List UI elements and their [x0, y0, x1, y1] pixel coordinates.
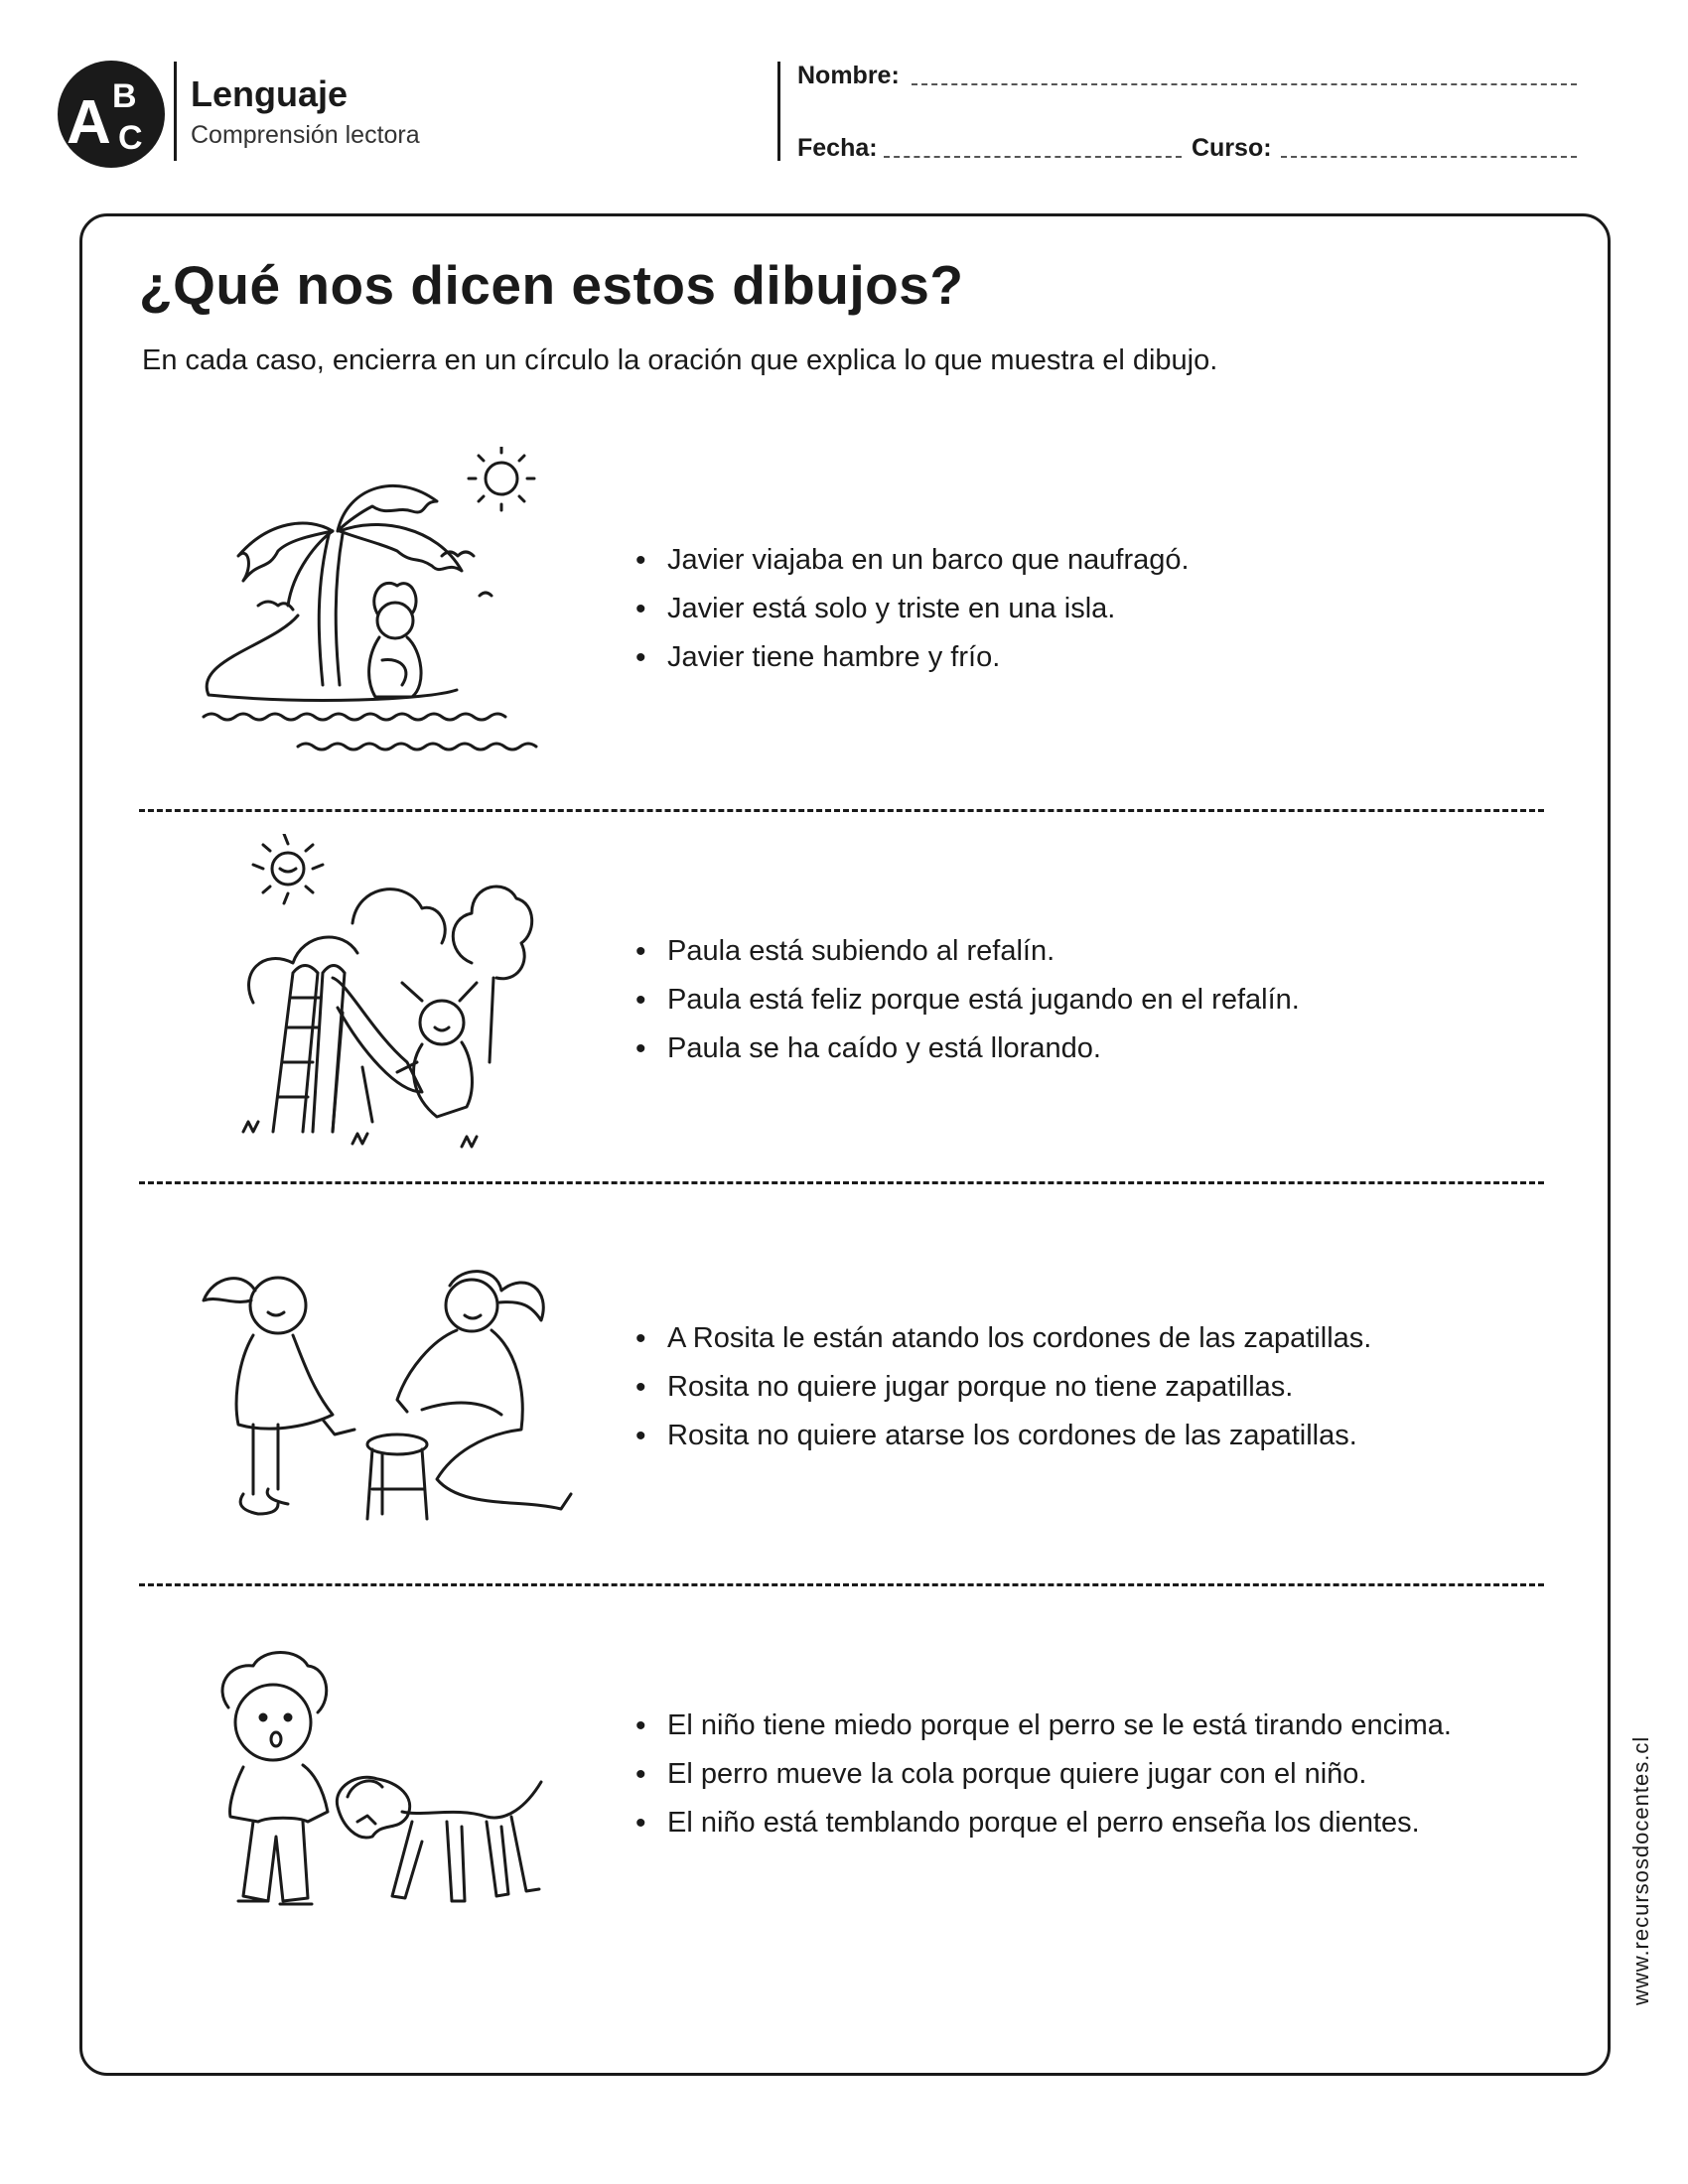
item-4-options	[635, 1702, 1452, 1847]
header-divider	[174, 62, 177, 161]
boy-and-dog-illustration	[209, 1648, 576, 1926]
option[interactable]: • El niño está temblando porque el perro enseña los dientes.	[635, 1799, 1452, 1847]
item-2-options	[635, 927, 1300, 1073]
instructions: En cada caso, encierra en un círculo la oración que explica lo que muestra el dibujo.	[142, 344, 1218, 376]
header-divider-fields	[777, 62, 780, 161]
option[interactable]: • Rosita no quiere atarse los cordones de las zapatillas.	[635, 1412, 1371, 1460]
option[interactable]: • A Rosita le están atando los cordones de las zapatillas.	[635, 1314, 1371, 1363]
logo-letter-b: B	[112, 77, 137, 115]
option[interactable]: • Paula se ha caído y está llorando.	[635, 1024, 1300, 1073]
item-1-options	[635, 536, 1190, 682]
worksheet-title: ¿Qué nos dicen estos dibujos?	[139, 254, 964, 316]
name-label: Nombre:	[797, 62, 900, 89]
option[interactable]: • El niño tiene miedo porque el perro se le está tirando encima.	[635, 1702, 1452, 1750]
website-credit: www.recursosdocentes.cl	[1628, 1735, 1653, 2005]
logo-letter-a: A	[67, 88, 111, 157]
name-field[interactable]	[912, 83, 1577, 85]
option[interactable]: • Rosita no quiere jugar porque no tiene zapatillas.	[635, 1363, 1371, 1412]
abc-logo	[57, 60, 166, 169]
slide-illustration	[233, 834, 561, 1161]
option[interactable]: • Paula está feliz porque está jugando en el refalín.	[635, 976, 1300, 1024]
option[interactable]: • El perro mueve la cola porque quiere jugar con el niño.	[635, 1750, 1452, 1799]
course-field[interactable]	[1281, 156, 1577, 158]
section-separator	[139, 1583, 1544, 1586]
option[interactable]: • Javier tiene hambre y frío.	[635, 633, 1190, 682]
subject-title: Lenguaje	[191, 73, 349, 114]
section-separator	[139, 809, 1544, 812]
subject-subtitle: Comprensión lectora	[191, 121, 420, 149]
shoe-tying-illustration	[184, 1251, 581, 1529]
item-3-options	[635, 1314, 1371, 1460]
option[interactable]: • Javier está solo y triste en una isla.	[635, 585, 1190, 633]
section-separator	[139, 1181, 1544, 1184]
date-field[interactable]	[884, 156, 1182, 158]
option[interactable]: • Paula está subiendo al refalín.	[635, 927, 1300, 976]
course-label: Curso:	[1192, 134, 1272, 162]
logo-letter-c: C	[118, 119, 143, 157]
island-illustration	[199, 447, 586, 774]
option[interactable]: • Javier viajaba en un barco que naufragó.	[635, 536, 1190, 585]
date-label: Fecha:	[797, 134, 878, 162]
